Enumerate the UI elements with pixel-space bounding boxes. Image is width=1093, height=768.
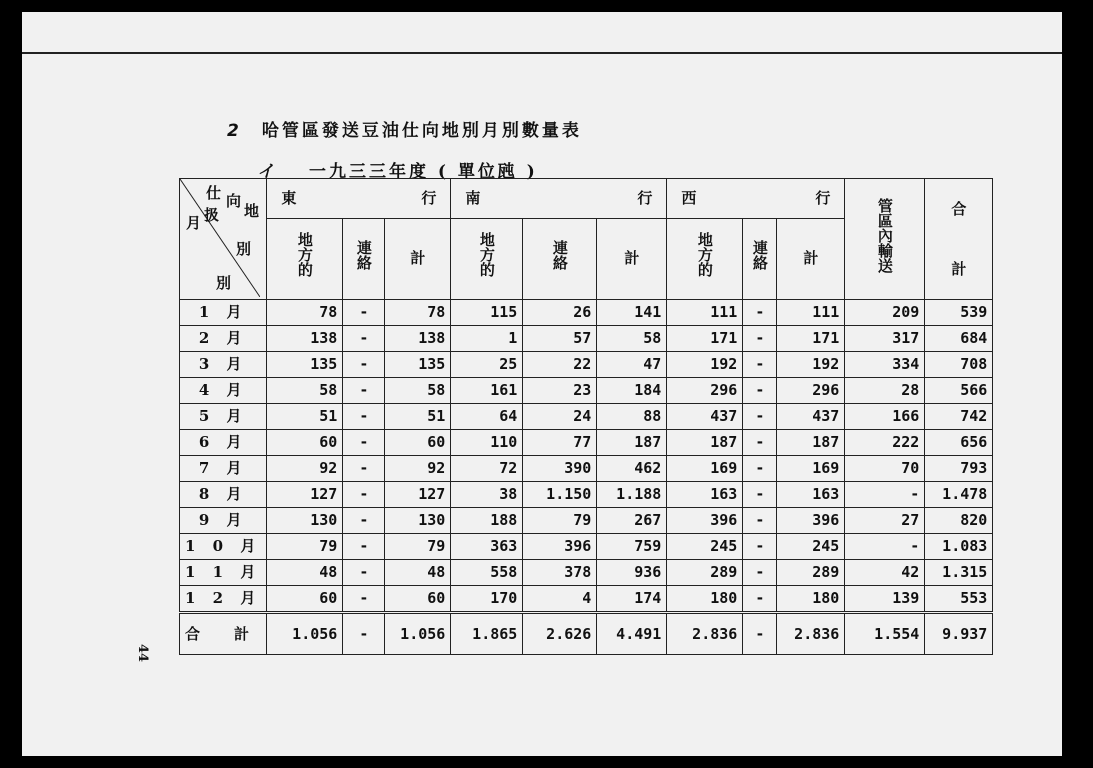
table-row [180,326,993,352]
table-cell: 111 [777,300,845,326]
header-east-sum: 計 [385,218,451,299]
table-cell: 192 [777,352,845,378]
header-connect-label: 連絡 [750,239,769,270]
table-cell: 245 [777,534,845,560]
table-cell: 57 [523,326,597,352]
table-cell: 1.865 [451,613,523,655]
header-west-sum: 計 [777,218,845,299]
subtitle-mark: イ [257,162,277,182]
table-cell: 9.937 [925,613,993,655]
header-west-connect [743,218,777,299]
table-cell: - [743,560,777,586]
table-cell: 296 [667,378,743,404]
table-cell: 188 [451,508,523,534]
table-cell: 24 [523,404,597,430]
group-label: 行 [815,189,831,207]
table-row [180,560,993,586]
table-cell: 390 [523,456,597,482]
month-label: 1 2 月 [180,586,267,613]
table-cell: 169 [667,456,743,482]
table-cell: 48 [385,560,451,586]
table-cell: 180 [667,586,743,613]
header-total-top: 合 [951,200,967,218]
month-label: 1 月 [180,300,267,326]
table-cell: 79 [267,534,343,560]
table-cell: 110 [451,430,523,456]
table-cell: 78 [385,300,451,326]
table-cell: 180 [777,586,845,613]
month-label: 6 月 [180,430,267,456]
month-label: 1 0 月 [180,534,267,560]
corner-header [180,179,267,300]
table-cell: 742 [925,404,993,430]
table-cell: - [743,586,777,613]
table-cell: 1 [451,326,523,352]
table-cell: 130 [267,508,343,534]
table-body [180,300,993,613]
table-cell: - [343,534,385,560]
table-cell: - [845,534,925,560]
corner-text: 月 [186,214,202,232]
table-cell: 289 [667,560,743,586]
table-cell: 396 [667,508,743,534]
header-inner-label: 管區內輸送 [875,197,894,273]
table-cell: 28 [845,378,925,404]
table-cell: 60 [267,430,343,456]
table-cell: 170 [451,586,523,613]
table-cell: 135 [385,352,451,378]
month-label: 7 月 [180,456,267,482]
table-cell: 566 [925,378,993,404]
month-label: 5 月 [180,404,267,430]
table-cell: 60 [385,586,451,613]
table-cell: 70 [845,456,925,482]
table-cell: - [343,352,385,378]
group-header-west [667,179,845,219]
table-cell: - [743,613,777,655]
table-cell: - [845,482,925,508]
table-cell: 187 [667,430,743,456]
table-cell: 192 [667,352,743,378]
table-cell: 2.836 [777,613,845,655]
table-cell: 51 [385,404,451,430]
table-cell: 1.315 [925,560,993,586]
table-cell: 396 [523,534,597,560]
table-cell: - [743,300,777,326]
table-cell: 171 [777,326,845,352]
table-cell: 174 [597,586,667,613]
page-number: 44 [135,644,150,663]
table-cell: 60 [385,430,451,456]
table-cell: 51 [267,404,343,430]
table-cell: 79 [523,508,597,534]
table-cell: 1.150 [523,482,597,508]
table-cell: - [743,456,777,482]
table-cell: 1.188 [597,482,667,508]
group-header-east [267,179,451,219]
table-row [180,586,993,613]
header-local-label: 地方的 [477,232,496,278]
table-cell: 58 [385,378,451,404]
table-cell: 171 [667,326,743,352]
table-cell: 462 [597,456,667,482]
header-south-sum: 計 [597,218,667,299]
table-cell: 88 [597,404,667,430]
table-cell: 539 [925,300,993,326]
table-cell: - [343,560,385,586]
header-west-local [667,218,743,299]
table-cell: 72 [451,456,523,482]
header-local-label: 地方的 [295,232,314,278]
table-row [180,378,993,404]
table-cell: 334 [845,352,925,378]
header-total [925,179,993,300]
group-header-south [451,179,667,219]
total-label-b: 計 [234,625,250,643]
table-cell: 4.491 [597,613,667,655]
table-cell: 396 [777,508,845,534]
month-label: 9 月 [180,508,267,534]
table-cell: 77 [523,430,597,456]
document-page [22,12,1062,756]
group-label: 東 [281,189,297,207]
header-row-groups [180,179,993,219]
table-cell: 23 [523,378,597,404]
table-row [180,482,993,508]
shipment-table [179,178,993,655]
table-cell: 317 [845,326,925,352]
month-label: 4 月 [180,378,267,404]
table-cell: - [343,456,385,482]
group-label: 南 [465,189,481,207]
table-cell: 26 [523,300,597,326]
title-number: 2 [227,121,242,141]
table-cell: 47 [597,352,667,378]
table-cell: - [743,378,777,404]
corner-text: 地 [244,202,260,220]
header-connect-label: 連絡 [354,239,373,270]
table-cell: - [743,482,777,508]
table-cell: - [343,613,385,655]
table-cell: - [343,326,385,352]
corner-text: 別 [216,274,232,292]
header-connect-label: 連絡 [550,239,569,270]
page-title [227,116,582,141]
table-cell: 79 [385,534,451,560]
table-cell: 708 [925,352,993,378]
table-cell: - [743,352,777,378]
total-row [180,613,993,655]
table-cell: 163 [777,482,845,508]
table-cell: 378 [523,560,597,586]
table-cell: 296 [777,378,845,404]
table-cell: 4 [523,586,597,613]
table-cell: 684 [925,326,993,352]
table-cell: 936 [597,560,667,586]
table-cell: 139 [845,586,925,613]
header-total-bottom: 計 [951,260,967,278]
month-label: 8 月 [180,482,267,508]
table-cell: 163 [667,482,743,508]
table-cell: 656 [925,430,993,456]
table-cell: 820 [925,508,993,534]
table-cell: 22 [523,352,597,378]
corner-text: 仕 [206,184,222,202]
table-cell: 92 [385,456,451,482]
table-cell: - [743,326,777,352]
table-cell: 111 [667,300,743,326]
table-cell: 92 [267,456,343,482]
table-cell: - [343,482,385,508]
table-cell: 58 [267,378,343,404]
table-cell: 209 [845,300,925,326]
corner-text: 扱 [204,206,220,224]
table-cell: - [343,300,385,326]
table-row [180,352,993,378]
table-cell: 25 [451,352,523,378]
table-row [180,430,993,456]
table-cell: 161 [451,378,523,404]
table-cell: 115 [451,300,523,326]
header-south-connect [523,218,597,299]
group-label: 行 [637,189,653,207]
table-cell: 58 [597,326,667,352]
top-rule [22,52,1062,54]
table-cell: 135 [267,352,343,378]
table-cell: - [343,404,385,430]
header-east-local [267,218,343,299]
table-row [180,508,993,534]
table-cell: 42 [845,560,925,586]
total-row-label [180,613,267,655]
subtitle-text: 一九三三年度 ( 單位瓲 ) [309,162,538,182]
table-cell: 187 [777,430,845,456]
month-label: 2 月 [180,326,267,352]
group-label: 西 [681,189,697,207]
table-cell: 38 [451,482,523,508]
table-cell: 48 [267,560,343,586]
table-cell: 558 [451,560,523,586]
month-label: 3 月 [180,352,267,378]
month-label: 1 1 月 [180,560,267,586]
table-cell: - [343,586,385,613]
header-south-local [451,218,523,299]
table-cell: 27 [845,508,925,534]
table-cell: - [343,430,385,456]
table-row [180,534,993,560]
table-cell: - [743,430,777,456]
table-cell: 184 [597,378,667,404]
corner-text: 向 [226,192,242,210]
table-cell: 289 [777,560,845,586]
header-inner-transport [845,179,925,300]
table-cell: 64 [451,404,523,430]
table-cell: - [743,534,777,560]
table-cell: 138 [385,326,451,352]
table-row [180,456,993,482]
header-local-label: 地方的 [695,232,714,278]
total-label-a: 合 [185,625,201,643]
table-cell: 245 [667,534,743,560]
title-text: 哈管區發送豆油仕向地別月別數量表 [261,121,582,141]
table-cell: 169 [777,456,845,482]
table-cell: 267 [597,508,667,534]
table-cell: 437 [777,404,845,430]
table-cell: - [743,404,777,430]
table-cell: 363 [451,534,523,560]
table-cell: 127 [385,482,451,508]
table-row [180,300,993,326]
table-cell: 141 [597,300,667,326]
table-cell: 78 [267,300,343,326]
table-cell: 130 [385,508,451,534]
table-cell: 1.056 [385,613,451,655]
table-cell: 553 [925,586,993,613]
table-cell: 437 [667,404,743,430]
table-cell: 127 [267,482,343,508]
table-cell: 222 [845,430,925,456]
corner-text: 別 [236,240,252,258]
table-cell: 138 [267,326,343,352]
table-cell: 1.554 [845,613,925,655]
group-label: 行 [421,189,437,207]
table-cell: 793 [925,456,993,482]
header-east-connect [343,218,385,299]
table-cell: 187 [597,430,667,456]
table-row [180,404,993,430]
table-cell: - [343,378,385,404]
table-cell: 166 [845,404,925,430]
table-cell: 759 [597,534,667,560]
table-cell: 1.083 [925,534,993,560]
table-cell: - [343,508,385,534]
table-cell: - [743,508,777,534]
table-cell: 1.056 [267,613,343,655]
table-cell: 1.478 [925,482,993,508]
table-cell: 60 [267,586,343,613]
table-cell: 2.626 [523,613,597,655]
table-cell: 2.836 [667,613,743,655]
